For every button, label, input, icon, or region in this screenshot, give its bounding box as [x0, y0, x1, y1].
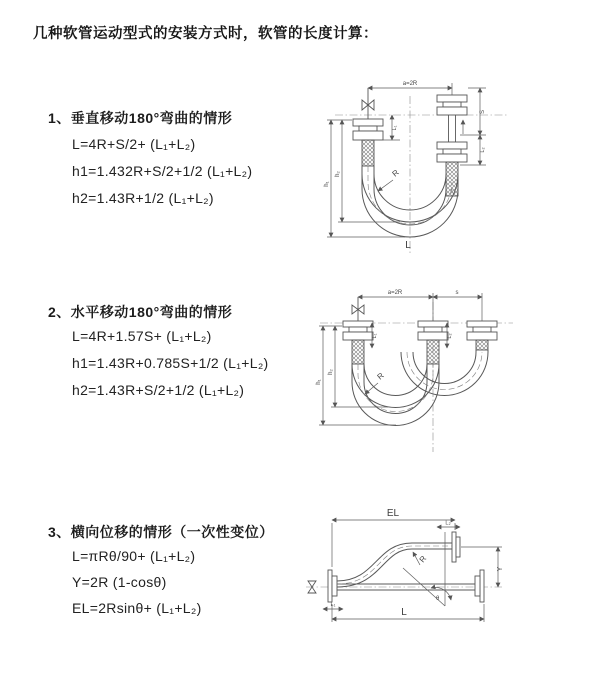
- dim-l2: [437, 521, 460, 528]
- radius-label: R: [417, 554, 429, 565]
- section-1-formula-h2: h2=1.43R+1/2 (L₁+L₂): [72, 190, 214, 206]
- dim-label-el: EL: [386, 508, 400, 519]
- lower-right-flange: [475, 570, 484, 602]
- dim-label-h2: h₂: [328, 369, 334, 375]
- valve-icon: [362, 88, 374, 119]
- dim-label-l2: L₂: [445, 520, 451, 527]
- middle-flange: [418, 321, 448, 364]
- diagram-vertical-180-bend: [310, 74, 555, 266]
- section-2-formula-L: L=4R+1.57S+ (L₁+L₂): [72, 328, 212, 344]
- dim-label-s: S: [480, 109, 486, 115]
- s-curve-hose: [337, 543, 452, 587]
- dimension-a2r: [368, 81, 452, 95]
- dim-label-l2: L₂: [447, 333, 453, 339]
- radius-callout: [365, 371, 386, 394]
- dim-label-y: Y: [497, 566, 504, 572]
- dim-label-h1: h₁: [324, 181, 330, 187]
- dim-el: [332, 508, 455, 567]
- u-bend-hose-position-1: [352, 364, 439, 425]
- dim-label-a2r: a=2R: [387, 290, 403, 296]
- dim-l1: [383, 115, 400, 140]
- angle-label: θ: [436, 596, 440, 602]
- radius-callout: [378, 168, 401, 191]
- section-1-formula-h1: h1=1.432R+S/2+1/2 (L₁+L₂): [72, 163, 253, 179]
- braided-hose-section: [362, 140, 374, 166]
- section-3-heading: 3、横向位移的情形（一次性变位）: [48, 524, 274, 540]
- dim-label-l1: L₁: [330, 602, 336, 608]
- section-2-formula-h2: h2=1.43R+S/2+1/2 (L₁+L₂): [72, 382, 245, 398]
- length-label: L: [405, 240, 411, 251]
- section-1-formula-L: L=4R+S/2+ (L₁+L₂): [72, 136, 196, 152]
- radius-callout: [413, 552, 428, 565]
- page-title: 几种软管运动型式的安装方式时，软管的长度计算：: [33, 26, 378, 42]
- u-bend-hose-position-2: [401, 350, 488, 395]
- dimension-a2r: [358, 290, 482, 321]
- radius-label: R: [375, 370, 386, 382]
- upper-right-flange: [452, 532, 460, 562]
- left-flange: [353, 119, 383, 166]
- dim-l: [332, 604, 484, 622]
- radius-label: R: [390, 167, 401, 179]
- dim-label-h1: h₁: [316, 379, 322, 385]
- left-flange: [328, 570, 337, 602]
- right-flange: [467, 321, 497, 350]
- diagram-lateral-displacement: [296, 501, 600, 653]
- section-3-formula-Y: Y=2R (1-cosθ): [72, 574, 167, 590]
- section-2-heading: 2、水平移动180°弯曲的情形: [48, 304, 233, 320]
- dim-label-h2: h₂: [335, 171, 341, 177]
- dim-label-s: s: [455, 290, 459, 296]
- section-2-formula-h1: h1=1.43R+0.785S+1/2 (L₁+L₂): [72, 355, 269, 371]
- valve-icon: [352, 297, 364, 321]
- section-3-formula-EL: EL=2Rsinθ+ (L₁+L₂): [72, 600, 202, 616]
- diagram-horizontal-180-bend: [308, 284, 568, 464]
- dim-label-l2: L₂: [480, 147, 486, 153]
- dim-label-a2r: a=2R: [402, 81, 418, 87]
- dim-label-l1: L₁: [372, 333, 378, 339]
- section-3-formula-L: L=πRθ/90+ (L₁+L₂): [72, 548, 196, 564]
- length-label: L: [401, 607, 407, 618]
- dim-label-l1: L₁: [392, 125, 398, 131]
- left-flange: [343, 321, 373, 364]
- section-1-heading: 1、垂直移动180°弯曲的情形: [48, 110, 233, 126]
- dim-l1: [323, 602, 343, 609]
- right-flange-assembly: [437, 95, 467, 196]
